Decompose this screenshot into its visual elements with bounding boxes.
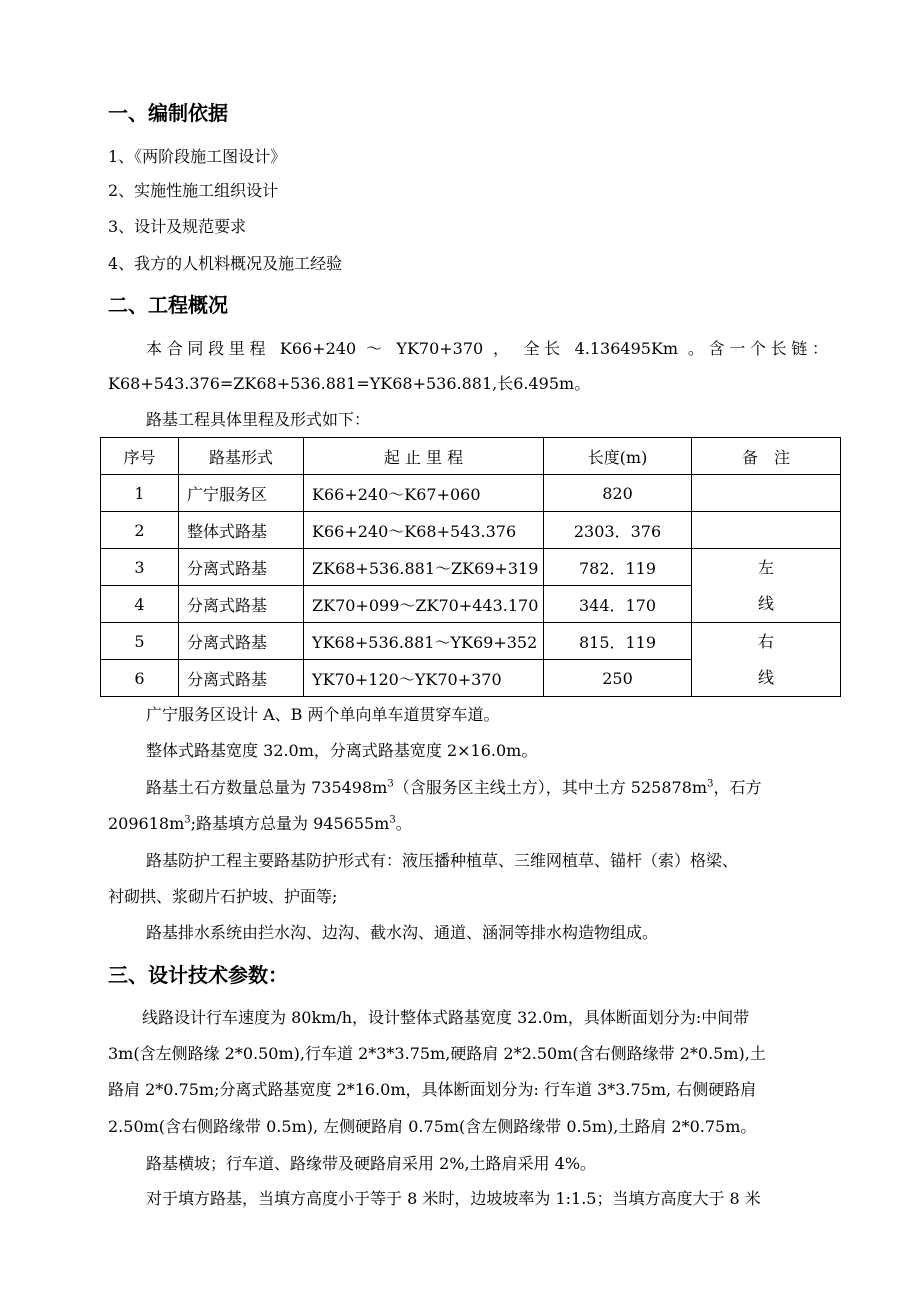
header-type: 路基形式 [179, 438, 304, 475]
width-paragraph: 整体式路基宽度 32.0m，分离式路基宽度 2×16.0m。 [146, 741, 538, 760]
cell-length: 782．119 [544, 549, 692, 586]
basis-item-2: 2、实施性施工组织设计 [108, 181, 279, 200]
cell-type: 广宁服务区 [179, 475, 304, 512]
header-no: 序号 [101, 438, 179, 475]
basis-item-1: 1、《两阶段施工图设计》 [108, 147, 287, 166]
basis-item-4: 4、我方的人机料概况及施工经验 [108, 254, 343, 273]
table-header-row [101, 438, 841, 475]
header-range: 起 止 里 程 [304, 438, 544, 475]
service-area-paragraph: 广宁服务区设计 A、B 两个单向单车道贯穿车道。 [146, 705, 500, 724]
cell-range: K66+240～K67+060 [304, 475, 544, 512]
protection-line2: 衬砌拱、浆砌片石护坡、护面等; [108, 887, 338, 906]
drainage-paragraph: 路基排水系统由拦水沟、边沟、截水沟、通道、涵洞等排水构造物组成。 [146, 923, 659, 942]
params-line4: 2.50m(含右侧路缘带 0.5m), 左侧硬路肩 0.75m(含左侧路缘带 0.5m),土路肩 2*0.75m。 [108, 1117, 757, 1136]
cell-range: K66+240～K68+543.376 [304, 512, 544, 549]
cell-no: 6 [101, 660, 179, 697]
cell-no: 5 [101, 623, 179, 660]
cell-type: 分离式路基 [179, 549, 304, 586]
note-right-line [692, 623, 841, 697]
earthwork-line1: 路基土石方数量总量为 $735498m^3$（含服务区主线土方），其中土方 $525878m^3$，石方 [146, 778, 762, 797]
cell-length: 344．170 [544, 586, 692, 623]
note-left-line [692, 549, 841, 623]
cell-no: 2 [101, 512, 179, 549]
table-caption: 路基工程具体里程及形式如下： [146, 410, 371, 429]
cell-type: 分离式路基 [179, 586, 304, 623]
cell-range: YK68+536.881～YK69+352 [304, 623, 544, 660]
overview-intro-line1: 本合同段里程 K66+240 ～ YK70+370 ， 全长 4.136495Km 。含一个长链： [146, 339, 828, 358]
table-row [101, 623, 841, 660]
subgrade-table [100, 437, 841, 697]
table-row [101, 549, 841, 586]
cell-type: 整体式路基 [179, 512, 304, 549]
header-note: 备 注 [692, 438, 841, 475]
crossfall-paragraph: 路基横坡；行车道、路缘带及硬路肩采用 2%,土路肩采用 4%。 [146, 1154, 597, 1173]
note-right-char-1: 右 [757, 631, 774, 651]
basis-item-3: 3、设计及规范要求 [108, 217, 247, 236]
cell-range: ZK70+099～ZK70+443.170 [304, 586, 544, 623]
params-line1: 线路设计行车速度为 80km/h，设计整体式路基宽度 32.0m，具体断面划分为:中间带 [142, 1008, 750, 1027]
cell-range: ZK68+536.881～ZK69+319 [304, 549, 544, 586]
cell-type: 分离式路基 [179, 623, 304, 660]
cell-length: 820 [544, 475, 692, 512]
params-line3: 路肩 2*0.75m;分离式路基宽度 2*16.0m，具体断面划分为: 行车道 3*3.75m, 右侧硬路肩 [108, 1080, 757, 1099]
table-row [101, 475, 841, 512]
cell-no: 3 [101, 549, 179, 586]
fill-slope-paragraph: 对于填方路基，当填方高度小于等于 8 米时，边坡坡率为 1:1.5；当填方高度大于 8 米 [146, 1189, 761, 1208]
note-left-char-2: 线 [757, 593, 774, 613]
overview-intro-line2: K68+543.376=ZK68+536.881=YK68+536.881,长6.495m。 [108, 374, 591, 393]
params-line2: 3m(含左侧路缘 2*0.50m),行车道 2*3*3.75m,硬路肩 2*2.50m(含右侧路缘带 2*0.5m),土 [108, 1044, 766, 1063]
note-right-char-2: 线 [757, 667, 774, 687]
cell-length: 250 [544, 660, 692, 697]
earthwork-line2: $209618m^3$;路基填方总量为 $945655m^3$。 [108, 814, 412, 833]
cell-length: 815．119 [544, 623, 692, 660]
protection-line1: 路基防护工程主要路基防护形式有：液压播种植草、三维网植草、锚杆（索）格梁、 [146, 851, 739, 870]
cell-no: 1 [101, 475, 179, 512]
cell-type: 分离式路基 [179, 660, 304, 697]
cell-length: 2303．376 [544, 512, 692, 549]
section2-heading: 二、工程概况 [108, 293, 228, 317]
cell-no: 4 [101, 586, 179, 623]
cell-note [692, 512, 841, 549]
header-length: 长度(m) [544, 438, 692, 475]
cell-note [692, 475, 841, 512]
section3-heading: 三、设计技术参数： [108, 963, 288, 987]
note-left-char-1: 左 [757, 557, 774, 577]
section1-heading: 一、编制依据 [108, 101, 228, 125]
cell-range: YK70+120～YK70+370 [304, 660, 544, 697]
table-row [101, 512, 841, 549]
